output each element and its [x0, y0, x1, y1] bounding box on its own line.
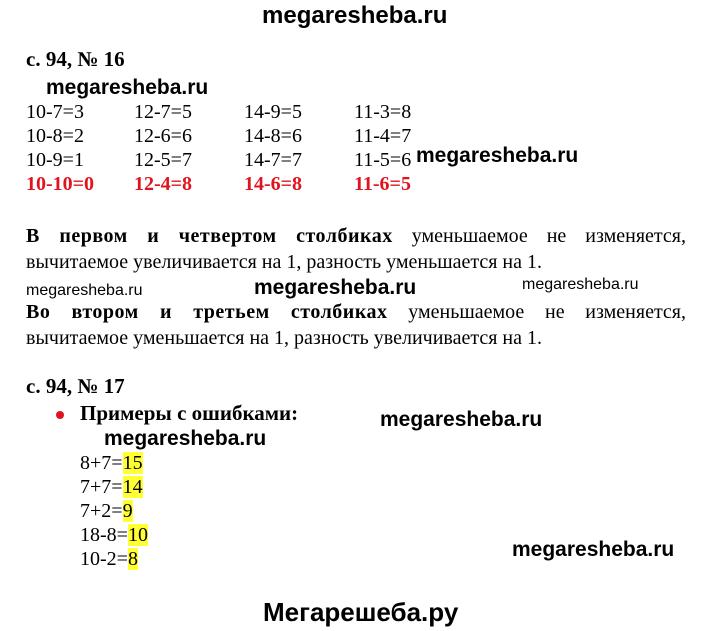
- paragraph-1-line-1: [26, 223, 686, 249]
- example-answer: 14: [122, 476, 143, 498]
- example-expression: 18-8=: [80, 524, 128, 546]
- paragraph-1-line-2: вычитаемое увеличивается на 1, разность уменьшается на 1.: [26, 251, 542, 273]
- paragraph-1-bold: В первом и четвертом столбиках: [26, 225, 393, 247]
- bullet-icon: [56, 411, 64, 419]
- example-expression: 10-2=: [80, 548, 128, 570]
- watermark-mid-right: megaresheba.ru: [522, 276, 639, 293]
- equation-answer: 14-6=8: [244, 173, 303, 195]
- section-16-heading: с. 94, № 16: [26, 47, 125, 71]
- watermark-row3: megaresheba.ru: [416, 144, 579, 167]
- watermark-mid-center: megaresheba.ru: [254, 276, 417, 299]
- example-expression: 7+2=: [80, 500, 123, 522]
- example-expression: 8+7=: [80, 452, 123, 474]
- example-row: [80, 547, 148, 571]
- watermark-mid-left: megaresheba.ru: [26, 282, 143, 299]
- example-row: [80, 451, 148, 475]
- paragraph-2-line-2: вычитаемое уменьшается на 1, разность увеличивается на 1.: [26, 327, 542, 349]
- column-4: [354, 100, 411, 196]
- equation: 11-3=8: [354, 101, 412, 123]
- equation: 12-6=6: [134, 125, 192, 147]
- equation-answer: 12-4=8: [134, 173, 193, 195]
- paragraph-2-bold: Во втором и третьем столбиках: [26, 301, 388, 323]
- column-2: [134, 100, 192, 196]
- paragraph-2-line-1: [26, 299, 686, 325]
- example-answer: 8: [127, 548, 138, 570]
- equation-answer: 11-6=5: [354, 173, 411, 195]
- equation: 10-8=2: [26, 125, 84, 147]
- example-answer: 15: [122, 452, 143, 474]
- paragraph-1-rest: уменьшаемое не изменяется,: [411, 225, 686, 247]
- section-17-heading: с. 94, № 17: [26, 374, 125, 398]
- example-answer: 10: [127, 524, 148, 546]
- paragraph-2: [26, 299, 686, 351]
- watermark-top: megaresheba.ru: [262, 2, 448, 29]
- watermark-bottom-right: megaresheba.ru: [512, 538, 675, 561]
- example-expression: 7+7=: [80, 476, 123, 498]
- equation: 10-7=3: [26, 101, 84, 123]
- paragraph-2-rest: уменьшаемое не изменяется,: [408, 301, 687, 323]
- examples-list: [80, 451, 148, 571]
- example-row: [80, 523, 148, 547]
- paragraph-1: [26, 223, 686, 275]
- equation: 11-4=7: [354, 125, 412, 147]
- equation: 14-7=7: [244, 149, 302, 171]
- equation: 14-9=5: [244, 101, 302, 123]
- example-row: [80, 499, 148, 523]
- watermark-section16: megaresheba.ru: [46, 76, 209, 99]
- equation-answer: 10-10=0: [26, 173, 95, 195]
- footer-brand: Мегарешеба.ру: [263, 597, 459, 627]
- equation: 14-8=6: [244, 125, 302, 147]
- example-answer: 9: [122, 500, 133, 522]
- equation: 12-7=5: [134, 101, 192, 123]
- column-1: [26, 100, 94, 196]
- equation: 12-5=7: [134, 149, 192, 171]
- column-3: [244, 100, 302, 196]
- equation: 11-5=6: [354, 149, 412, 171]
- watermark-section17-under: megaresheba.ru: [104, 427, 267, 450]
- watermark-section17-right: megaresheba.ru: [380, 408, 543, 431]
- equation: 10-9=1: [26, 149, 84, 171]
- errors-label: Примеры с ошибками:: [80, 401, 299, 425]
- example-row: [80, 475, 148, 499]
